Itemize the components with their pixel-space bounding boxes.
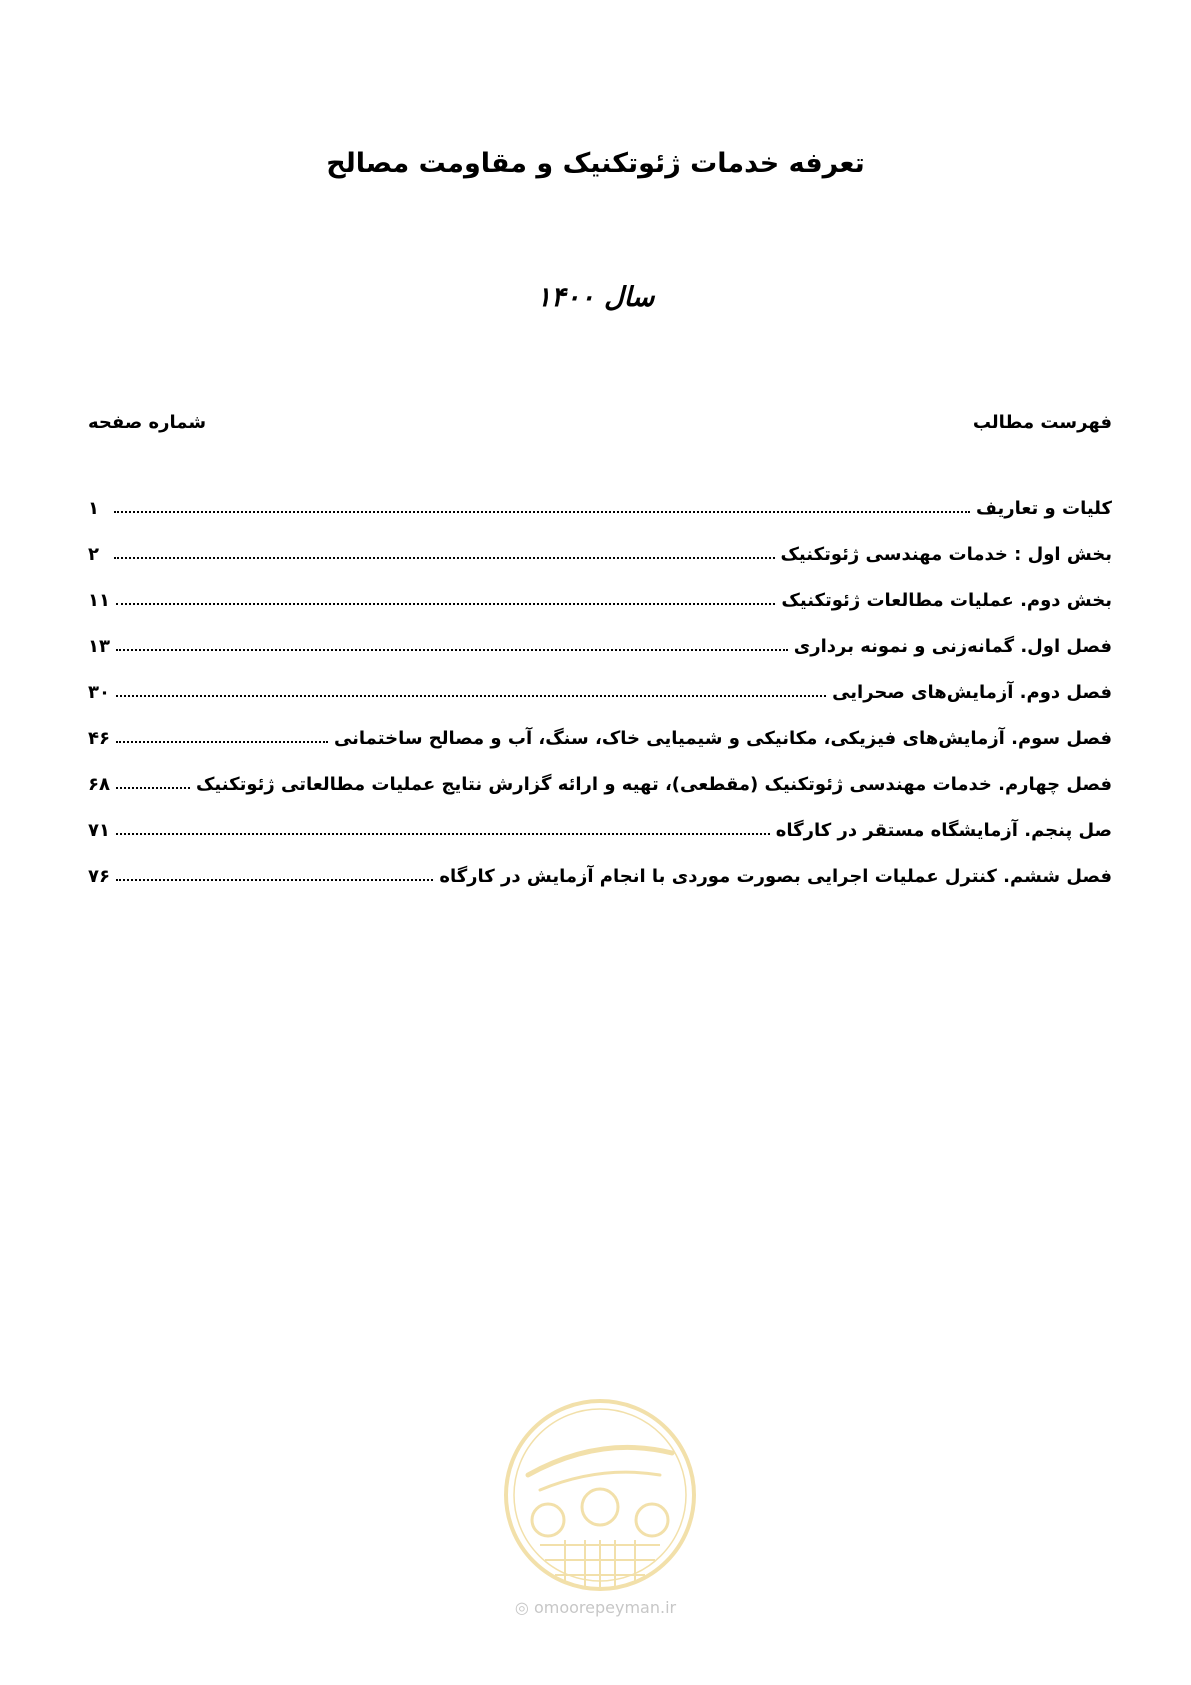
- toc-heading-page-number: شماره صفحه: [88, 412, 207, 433]
- toc-entry-page: ۷۱: [88, 820, 110, 841]
- toc-entry-page: ۳۰: [88, 682, 110, 703]
- toc-entry[interactable]: [88, 749, 1112, 795]
- toc-entry-text: فصل اول. گمانه‌زنی و نمونه برداری: [793, 636, 1112, 657]
- toc-entry-text: فصل ششم. کنترل عملیات اجرایی بصورت موردی با انجام آزمایش در کارگاه: [439, 866, 1112, 887]
- toc-entry[interactable]: [88, 473, 1112, 519]
- toc-entry-text: بخش دوم. عملیات مطالعات ژئوتکنیک: [781, 590, 1112, 611]
- document-title: تعرفه خدمات ژئوتکنیک و مقاومت مصالح: [326, 148, 865, 179]
- toc-leader-dots: [114, 510, 970, 513]
- toc-entry-page: ۱۳: [88, 636, 110, 657]
- toc-entry-page: ۱: [88, 498, 99, 519]
- company-seal-icon: [500, 1395, 700, 1595]
- toc-entry[interactable]: [88, 565, 1112, 611]
- toc-leader-dots: [116, 832, 770, 835]
- toc-entry[interactable]: [88, 657, 1112, 703]
- table-of-contents: [88, 473, 1112, 887]
- toc-entry-page: ۴۶: [88, 728, 110, 749]
- watermark-url: ◎ omoorepeyman.ir: [514, 1598, 677, 1617]
- toc-entry[interactable]: [88, 841, 1112, 887]
- toc-entry-page: ۶۸: [88, 774, 110, 795]
- toc-heading-contents: فهرست مطالب: [972, 412, 1112, 433]
- toc-leader-dots: [116, 648, 788, 651]
- toc-leader-dots: [116, 694, 826, 697]
- toc-header: [88, 412, 1112, 433]
- toc-leader-dots: [116, 740, 328, 743]
- toc-entry-text: فصل سوم. آزمایش‌های فیزیکی، مکانیکی و شیمیایی خاک، سنگ، آب و مصالح ساختمانی: [333, 728, 1112, 749]
- toc-leader-dots: [116, 602, 775, 605]
- toc-leader-dots: [116, 786, 190, 789]
- toc-leader-dots: [116, 878, 433, 881]
- toc-entry-page: ۷۶: [88, 866, 110, 887]
- toc-entry-text: صل پنجم. آزمایشگاه مستقر در کارگاه: [775, 820, 1112, 841]
- document-subtitle: سال ۱۴۰۰: [536, 282, 655, 313]
- globe-icon: ◎: [514, 1598, 529, 1617]
- toc-entry-text: فصل دوم. آزمایش‌های صحرایی: [832, 682, 1112, 703]
- toc-entry[interactable]: [88, 611, 1112, 657]
- toc-entry-page: ۲: [88, 544, 99, 565]
- toc-entry[interactable]: [88, 703, 1112, 749]
- toc-entry-text: بخش اول : خدمات مهندسی ژئوتکنیک: [780, 544, 1112, 565]
- toc-entry-text: فصل چهارم. خدمات مهندسی ژئوتکنیک (مقطعی)، تهیه و ارائه گزارش نتایج عملیات مطالعاتی ژئوتکنیک: [195, 774, 1112, 795]
- toc-leader-dots: [114, 556, 775, 559]
- toc-entry-text: کلیات و تعاریف: [976, 498, 1112, 519]
- toc-entry-page: ۱۱: [88, 590, 110, 611]
- toc-entry[interactable]: [88, 795, 1112, 841]
- toc-entry[interactable]: [88, 519, 1112, 565]
